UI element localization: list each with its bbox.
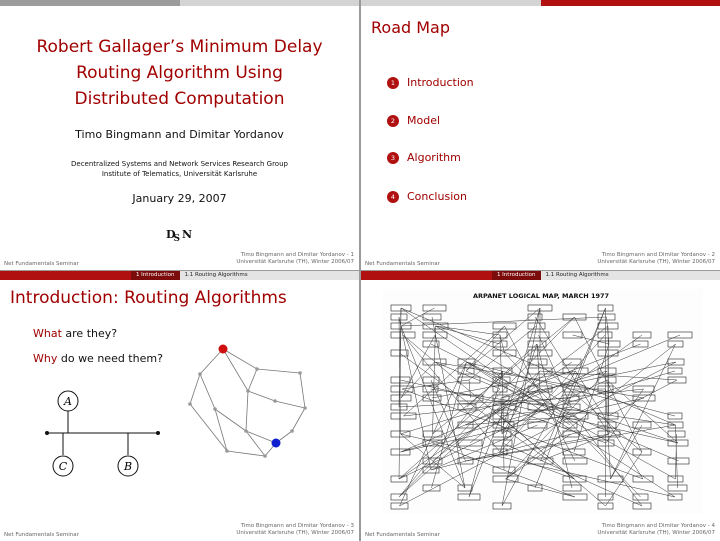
nav-section[interactable]: 1 Introduction [492,271,541,280]
highlight-why: Why [33,352,58,365]
node-b-label: B [123,460,133,473]
footer-university: Universität Karlsruhe (TH), Winter 2006/07 [236,530,354,536]
title-line-2: Routing Algorithm Using [76,63,283,83]
page-number: 2 [711,252,715,258]
footer-seminar: Net Fundamentals Seminar [365,532,440,538]
footer-seminar: Net Fundamentals Seminar [365,261,440,267]
footer-seminar: Net Fundamentals Seminar [4,261,79,267]
map-link [505,353,641,497]
roadmap-slide [361,0,720,270]
toc-item-algorithm[interactable] [387,151,461,164]
footer: Timo Bingmann and Dimitar Yordanov - 4 Universität Karlsruhe (TH), Winter 2006/07 Net Fundamentals Seminar [365,523,715,538]
question-text: are they? [61,327,118,340]
footer-university: Universität Karlsruhe (TH), Winter 2006/07 [597,259,715,265]
map-link [399,371,540,497]
authors: Timo Bingmann and Dimitar Yordanov [75,128,284,141]
nav-section[interactable]: 1 Introduction [131,271,180,280]
arpanet-map-drawing [383,289,703,514]
toc-label: Algorithm [407,151,461,164]
destination-node [272,439,281,448]
toc-label: Conclusion [407,190,467,203]
node-c-label: C [58,460,68,473]
nav-subsection[interactable]: 1.1 Routing Algorithms [545,272,609,278]
footer-seminar: Net Fundamentals Seminar [4,532,79,538]
footer-authors: Timo Bingmann and Dimitar Yordanov [601,252,707,258]
footer: Timo Bingmann and Dimitar Yordanov - 3 Universität Karlsruhe (TH), Winter 2006/07 Net Fundamentals Seminar [4,523,354,538]
footer-authors: Timo Bingmann and Dimitar Yordanov [240,252,346,258]
toc-number: 3 [387,152,399,164]
source-node [219,345,228,354]
toc-number: 1 [387,77,399,89]
title-line-3: Distributed Computation [74,89,285,109]
footer: Timo Bingmann and Dimitar Yordanov - 2 Universität Karlsruhe (TH), Winter 2006/07 Net Fundamentals Seminar [365,252,715,267]
arpanet-slide [361,271,720,541]
footer-authors: Timo Bingmann and Dimitar Yordanov [601,523,707,529]
network-diagrams [0,271,359,541]
footer-university: Universität Karlsruhe (TH), Winter 2006/07 [597,530,715,536]
bus-endpoint-right [156,431,160,435]
bus-endpoint-left [45,431,49,435]
mesh-edges [190,349,305,456]
toc-number: 4 [387,191,399,203]
footer-university: Universität Karlsruhe (TH), Winter 2006/07 [236,259,354,265]
frame-title: Road Map [371,18,450,37]
institute-line-1: Decentralized Systems and Network Services Research Group [71,160,288,168]
institute [0,159,359,179]
map-title: ARPANET LOGICAL MAP, MARCH 1977 [473,292,610,300]
top-bar [0,0,359,6]
map-link [608,380,677,416]
nav-bar [361,271,720,280]
nav-subsection[interactable]: 1.1 Routing Algorithms [184,272,248,278]
toc-item-introduction[interactable] [387,76,474,89]
page-number: 4 [711,523,715,529]
toc-label: Introduction [407,76,474,89]
toc-label: Model [407,114,441,127]
highlight-what: What [33,327,62,340]
presentation-title [0,34,359,112]
title-line-1: Robert Gallager’s Minimum Delay [36,37,323,57]
intro-slide [0,271,359,541]
top-bar [361,0,720,6]
map-link [399,317,431,470]
toc-item-conclusion[interactable] [387,190,467,203]
toc-item-model[interactable] [387,114,440,127]
map-link [506,434,572,479]
frame-title: Introduction: Routing Algorithms [10,288,287,308]
footer-authors: Timo Bingmann and Dimitar Yordanov [240,523,346,529]
arpanet-map-image [383,289,703,514]
title-slide [0,0,359,270]
institute-line-2: Institute of Telematics, Universität Karlsruhe [101,170,258,178]
presentation-date: January 29, 2007 [132,192,227,205]
toc-number: 2 [387,115,399,127]
node-a-label: A [64,395,72,408]
question-text: do we need them? [57,352,163,365]
map-link [607,317,610,344]
page-number: 1 [350,252,354,258]
dsn-logo: $D_S$ N [166,228,193,244]
footer: Timo Bingmann and Dimitar Yordanov - 1 Universität Karlsruhe (TH), Winter 2006/07 Net Fundamentals Seminar [4,252,354,267]
page-number: 3 [350,523,354,529]
